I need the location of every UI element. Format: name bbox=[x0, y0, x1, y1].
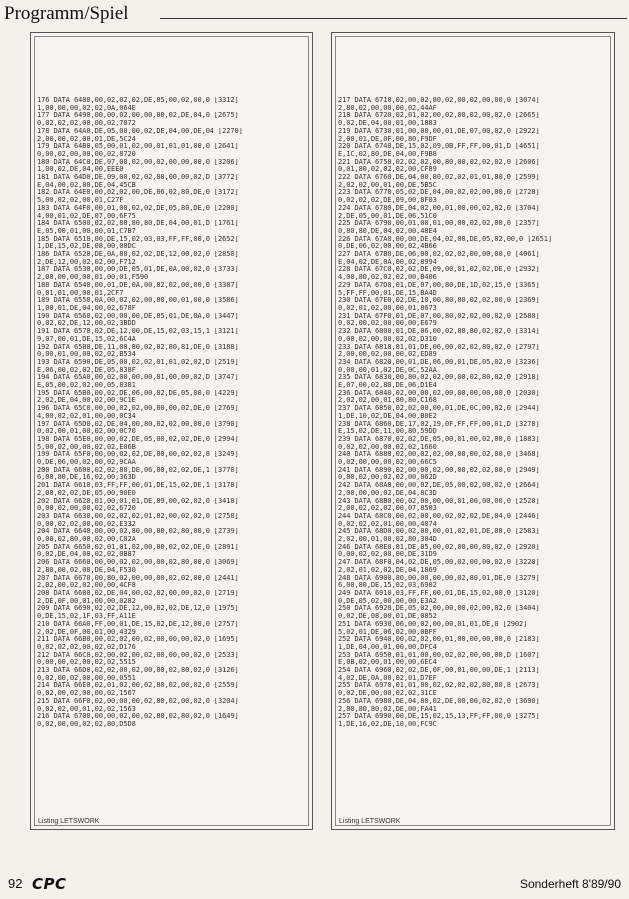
listing-line: 1,DE,10,02,DE,04,00,B0E2 bbox=[338, 412, 437, 420]
listing-line: 2,02,00,01,00,02,80,304D bbox=[338, 536, 437, 544]
listing-line: 216 DATA 6700,00,00,02,00,02,80,02,80,02,0 [1649] bbox=[37, 713, 239, 721]
issue-label: Sonderheft 8'89/90 bbox=[519, 877, 621, 891]
listing-line: 176 DATA 6480,00,02,02,02,DE,05,00,02,00,0 [3312] bbox=[37, 97, 239, 104]
listing-line: 190 DATA 6560,02,00,00,00,DE,05,01,DE,0A,0 [3447] bbox=[37, 312, 239, 320]
listing-line: 5,02,01,DE,06,02,00,0BFF bbox=[338, 628, 437, 636]
listing-line: E,1C,02,80,DE,04,00,F9B8 bbox=[338, 150, 437, 158]
listing-line: 0,02,00,02,00,00,00,0551 bbox=[37, 674, 136, 682]
magazine-logo: CPC bbox=[32, 875, 67, 893]
listing-line: 215 DATA 66F0,02,00,00,00,02,00,02,00,02,0 [3204] bbox=[37, 697, 239, 705]
listing-line: E,15,02,DE,11,00,80,59DD bbox=[338, 428, 437, 436]
listing-line: 2,00,01,DE,0F,00,80,F9DF bbox=[338, 135, 437, 143]
listing-line: 1,00,02,DE,04,00,EEE0 bbox=[37, 166, 124, 174]
listing-line: 237 DATA 6850,02,02,00,00,01,DE,0C,00,02,0 [2944] bbox=[338, 405, 540, 413]
listing-line: 2,02,02,00,01,80,80,C168 bbox=[338, 397, 437, 405]
listing-line: 194 DATA 65A0,00,02,00,00,00,01,00,00,02,D [3747] bbox=[37, 374, 239, 382]
listing-line: 2,00,00,02,00,00,02,ED89 bbox=[338, 351, 437, 359]
listing-line: 0,02,DE,00,00,02,02,31CE bbox=[338, 690, 437, 698]
listing-line: 180 DATA 64C0,DE,07,00,02,00,02,00,00,00,0 [3206] bbox=[37, 158, 239, 166]
listing-line: 248 DATA 6900,80,00,00,00,00,02,80,01,DE,0 [3279] bbox=[338, 574, 540, 582]
listing-line: 196 DATA 65C0,00,00,02,02,00,00,00,02,DE,0 [2769] bbox=[37, 405, 239, 413]
listing-line: 193 DATA 6590,DE,05,00,02,02,01,01,02,02,D [2519] bbox=[37, 358, 239, 366]
listing-caption-right: Listing LETSWORK bbox=[339, 818, 401, 825]
listing-line: 0,02,02,02,DE,09,00,8F03 bbox=[338, 197, 437, 205]
listing-line: 209 DATA 6690,02,02,DE,12,00,02,02,DE,12,0 [1975] bbox=[37, 605, 239, 613]
listing-line: 4,00,02,02,01,00,00,0C34 bbox=[37, 412, 136, 420]
listing-line: 2,00,02,02,DE,05,00,90E0 bbox=[37, 489, 136, 497]
listing-line: 0,01,01,00,00,01,2CF7 bbox=[37, 289, 124, 297]
listing-line: 6,00,80,DE,15,02,03,6902 bbox=[338, 582, 437, 590]
listing-line: 0,02,00,02,00,00,02,1567 bbox=[37, 690, 136, 698]
listing-line: 229 DATA 67D0,01,DE,07,00,80,DE,1D,02,15,0 [3365] bbox=[338, 281, 540, 289]
listing-line: 230 DATA 67E0,02,DE,10,00,80,80,02,02,00,0 [2369] bbox=[338, 297, 540, 305]
listing-caption-left: Listing LETSWORK bbox=[38, 818, 100, 825]
listing-line: 2,00,00,00,02,DE,04,8C3D bbox=[338, 489, 437, 497]
listing-line: 9,07,00,01,DE,15,02,6C4A bbox=[37, 335, 136, 343]
listing-line: 5,00,02,02,00,01,C27F bbox=[37, 197, 124, 205]
listing-line: 0,DE,06,00,02,00,02,9CAA bbox=[37, 459, 136, 467]
listing-line: E,0B,02,00,01,00,00,6EC4 bbox=[338, 659, 437, 667]
listing-line: 0,00,02,80,00,02,00,C02A bbox=[37, 536, 136, 544]
listing-line: 0,00,02,02,00,00,02,E332 bbox=[37, 520, 136, 528]
listing-line: 186 DATA 6520,DE,0A,80,02,02,DE,12,00,02,0 [2850] bbox=[37, 251, 239, 259]
listing-line: 0,02,DE,08,00,01,DE,0852 bbox=[338, 613, 437, 621]
listing-line: 0,00,00,01,02,DE,0C,52AA bbox=[338, 366, 437, 374]
listing-line: E,07,00,02,80,DE,06,D1E4 bbox=[338, 382, 437, 390]
listing-line: 241 DATA 6890,02,00,00,02,00,00,02,02,00,0 [2949] bbox=[338, 466, 540, 474]
listing-line: 2,80,80,80,02,DE,00,FA41 bbox=[338, 705, 437, 713]
listing-line: 178 DATA 64A0,DE,05,00,00,02,DE,04,00,DE,04 [2270] bbox=[37, 127, 243, 135]
listing-line: 5,00,02,00,00,02,02,E06B bbox=[37, 443, 136, 451]
listing-line: 0,DE,06,02,00,00,02,4B66 bbox=[338, 243, 437, 251]
listing-line: 2,00,00,02,00,01,DE,5C24 bbox=[37, 135, 136, 143]
listing-line: 235 DATA 6830,00,80,02,02,00,00,02,80,02,0 [2918] bbox=[338, 374, 540, 382]
listing-line: 233 DATA 6810,01,01,DE,06,00,02,02,80,02,0 [2797] bbox=[338, 343, 540, 351]
listing-line: E,04,02,DE,0A,00,02,8994 bbox=[338, 258, 437, 266]
listing-line: 0,02,DE,04,00,02,02,0B87 bbox=[37, 551, 136, 559]
listing-line: 214 DATA 66E0,02,01,02,00,02,80,02,00,02,0 [2559] bbox=[37, 682, 239, 690]
listing-line: 210 DATA 66A0,FF,00,01,DE,15,02,DE,12,00,0 [2757] bbox=[37, 620, 239, 628]
listing-line: 202 DATA 6620,01,00,01,01,DE,09,00,02,02,0 [3418] bbox=[37, 497, 239, 505]
listing-line: 0,DE,15,02,1F,03,FF,A11E bbox=[37, 613, 136, 621]
listing-line: E,04,00,02,80,DE,04,45CB bbox=[37, 181, 136, 189]
listing-line: 4,02,DE,0A,00,02,01,D7EF bbox=[338, 674, 437, 682]
listing-line: 234 DATA 6820,00,01,DE,06,00,01,DE,05,02,0 [3236] bbox=[338, 358, 540, 366]
listing-line: 236 DATA 6840,02,00,00,02,00,00,00,00,00,0 [2030] bbox=[338, 389, 540, 397]
listing-line: 212 DATA 66C0,02,00,02,00,02,00,00,00,02,0 [2533] bbox=[37, 651, 239, 659]
listing-line: 240 DATA 6880,02,00,02,02,00,00,00,02,00,0 [3468] bbox=[338, 451, 540, 459]
listing-line: 0,02,02,00,00,02,02,1660 bbox=[338, 443, 437, 451]
listing-line: 185 DATA 6510,00,DE,15,02,03,03,FF,FF,00,0 [2652] bbox=[37, 235, 239, 243]
listing-line: 1,DE,15,02,DE,08,00,00DC bbox=[37, 243, 136, 251]
listing-line: 213 DATA 66D0,02,02,00,02,00,00,02,80,02,0 [3126] bbox=[37, 667, 239, 675]
listing-line: 199 DATA 65F0,00,00,02,02,DE,00,00,02,02,8 [3249] bbox=[37, 451, 239, 459]
listing-line: 222 DATA 6760,DE,04,00,80,02,02,01,01,80,0 [2599] bbox=[338, 174, 540, 182]
header-rule bbox=[160, 18, 627, 19]
listing-line: 204 DATA 6640,00,00,02,80,00,00,02,80,00,0 [2739] bbox=[37, 528, 239, 536]
listing-line: 4,00,01,02,DE,07,00,6F75 bbox=[37, 212, 136, 220]
listing-line: 0,02,02,02,00,00,02,7872 bbox=[37, 120, 136, 128]
listing-line: 0,00,02,00,00,02,02,6720 bbox=[37, 505, 136, 513]
listing-line: 201 DATA 6610,03,FF,FF,00,01,DE,15,02,DE,1 [3178] bbox=[37, 482, 239, 490]
listing-line: 198 DATA 65E0,00,00,02,DE,05,00,02,02,DE,0 [2994] bbox=[37, 435, 239, 443]
listing-line: 0,80,02,00,02,02,00,062D bbox=[338, 474, 437, 482]
listing-line: 0,80,80,DE,04,02,00,48E4 bbox=[338, 227, 437, 235]
listing-line: 188 DATA 6540,00,01,DE,0A,00,02,02,00,00,0 [3387] bbox=[37, 281, 239, 289]
listing-line: 206 DATA 6660,00,00,02,02,00,00,02,80,00,0 [3069] bbox=[37, 559, 239, 567]
listing-line: 239 DATA 6870,02,02,DE,05,00,01,00,02,00,0 [1883] bbox=[338, 435, 540, 443]
listing-panel-right bbox=[331, 32, 615, 830]
listing-line: 250 DATA 6920,DE,05,02,00,00,00,02,00,02,0 [3404] bbox=[338, 605, 540, 613]
listing-line: E,05,00,02,02,00,05,8381 bbox=[37, 382, 136, 390]
listing-line: 5,FF,FF,00,01,DE,15,BA4D bbox=[338, 289, 437, 297]
section-title: Programm/Spiel bbox=[4, 3, 129, 24]
listing-line: 0,00,02,00,00,00,02,8720 bbox=[37, 150, 136, 158]
listing-line: 246 DATA 68E0,01,DE,05,00,02,00,00,80,02,0 [2920] bbox=[338, 543, 540, 551]
listing-line: 243 DATA 68B0,00,02,00,00,00,01,00,00,00,0 [2520] bbox=[338, 497, 540, 505]
listing-line: 252 DATA 6940,00,02,02,00,01,00,00,00,00,0 [2183] bbox=[338, 636, 540, 644]
listing-line: E,05,00,01,00,00,01,C7B7 bbox=[37, 227, 136, 235]
listing-line: 256 DATA 6980,DE,04,80,02,DE,00,00,02,02,0 [3690] bbox=[338, 697, 540, 705]
listing-line: 1,DE,16,02,DE,10,00,FC9C bbox=[338, 720, 437, 728]
listing-line: 224 DATA 6780,DE,04,02,00,01,00,00,02,02,0 [3704] bbox=[338, 204, 540, 212]
listing-line: 2,80,00,02,00,DE,04,F530 bbox=[37, 566, 136, 574]
listing-line: 184 DATA 6500,02,02,80,80,80,DE,04,00,01,D [1761] bbox=[37, 220, 239, 228]
listing-line: 2,00,00,00,00,01,00,01,F590 bbox=[37, 274, 149, 282]
listing-line: 2,02,02,00,01,00,DE,5B5C bbox=[338, 181, 437, 189]
listing-line: 0,02,02,02,00,02,02,D176 bbox=[37, 643, 136, 651]
listing-line: 2,DE,12,00,02,02,00,F712 bbox=[37, 258, 136, 266]
listing-line: 231 DATA 67F0,01,DE,07,00,80,02,02,00,02,0 [2580] bbox=[338, 312, 540, 320]
listing-line: E,06,00,02,02,DE,05,838F bbox=[37, 366, 136, 374]
listing-line: 6,00,80,DE,16,02,00,363D bbox=[37, 474, 136, 482]
listing-line: 2,02,DE,04,00,02,00,9C1E bbox=[37, 397, 136, 405]
listing-line: 197 DATA 65D0,02,DE,04,00,80,02,02,00,00,0 [3790] bbox=[37, 420, 239, 428]
listing-line: 0,00,01,00,00,02,02,B534 bbox=[37, 351, 136, 359]
listing-line: 249 DATA 6910,03,FF,FF,00,01,DE,15,02,00,0 [3120] bbox=[338, 590, 540, 597]
listing-line: 182 DATA 64E0,00,02,02,00,DE,06,02,80,DE,0 [3172] bbox=[37, 189, 239, 197]
listing-line: 0,02,01,02,00,00,01,8673 bbox=[338, 304, 437, 312]
listing-line: 195 DATA 65B0,00,02,DE,06,00,02,DE,05,00,0 [4229] bbox=[37, 389, 239, 397]
listing-line: 0,02,02,00,01,02,02,1563 bbox=[37, 705, 136, 713]
listing-line: 225 DATA 6790,00,01,00,01,00,00,02,02,00,0 [2357] bbox=[338, 220, 540, 228]
listing-line: 232 DATA 6800,01,DE,06,00,02,80,80,02,02,0 [3314] bbox=[338, 328, 540, 336]
listing-line: 191 DATA 6570,02,DE,12,00,DE,15,02,03,15,1 [3121] bbox=[37, 328, 239, 336]
listing-line: 203 DATA 6630,00,02,02,02,01,02,00,02,02,0 [2758] bbox=[37, 512, 239, 520]
listing-line: 220 DATA 6740,DE,15,02,09,0B,FF,FF,00,01,D [4651] bbox=[338, 143, 540, 151]
listing-line: 1,00,01,DE,04,00,02,678F bbox=[37, 304, 136, 312]
listing-line: 257 DATA 6990,00,DE,15,02,15,13,FF,FF,00,0 [3275] bbox=[338, 713, 540, 721]
listing-line: 0,00,00,02,00,02,02,5515 bbox=[37, 659, 136, 667]
listing-line: 247 DATA 68F0,04,02,DE,05,00,02,00,00,02,0 [3220] bbox=[338, 559, 540, 567]
listing-line: 0,00,02,00,00,02,02,D310 bbox=[338, 335, 437, 343]
listing-line: 1,00,00,00,02,02,0A,064E bbox=[37, 104, 136, 112]
listing-panel-left bbox=[30, 32, 313, 830]
listing-line: 0,DE,05,02,00,00,00,E3A2 bbox=[338, 597, 437, 605]
listing-line: 2,DE,05,00,01,DE,06,51C0 bbox=[338, 212, 437, 220]
listing-line: 1,DE,04,00,01,00,00,DFC4 bbox=[338, 643, 437, 651]
listing-line: 242 DATA 68A0,00,00,02,DE,05,00,02,00,02,0 [2664] bbox=[338, 482, 540, 490]
listing-line: 192 DATA 6580,DE,11,00,80,02,02,80,81,DE,0 [3188] bbox=[37, 343, 239, 351]
listing-line: 0,02,02,02,01,00,00,4074 bbox=[338, 520, 437, 528]
listing-line: 227 DATA 67B0,DE,06,00,02,02,02,00,00,00,0 [4061] bbox=[338, 251, 540, 259]
listing-line: 0,02,00,01,00,02,00,0C70 bbox=[37, 428, 136, 436]
listing-line: 187 DATA 6530,00,00,DE,05,01,DE,0A,00,02,0 [3733] bbox=[37, 266, 239, 274]
listing-line: 0,00,02,02,00,00,DE,31D9 bbox=[338, 551, 437, 559]
listing-line: 251 DATA 6930,06,00,02,00,00,01,01,DE,0 [2902] bbox=[338, 620, 528, 628]
listing-line: 4,00,80,02,02,02,00,B406 bbox=[338, 274, 437, 282]
listing-line: 254 DATA 6960,02,02,DE,0F,00,01,00,00,DE,1 [2113] bbox=[338, 667, 540, 675]
listing-line: 217 DATA 6710,02,00,02,80,02,00,02,00,00,0 [3074] bbox=[338, 97, 540, 104]
listing-line: 2,00,02,02,02,00,07,8503 bbox=[338, 505, 437, 513]
listing-line: 200 DATA 6600,02,02,80,DE,06,00,02,02,DE,1 [3770] bbox=[37, 466, 239, 474]
listing-line: 177 DATA 6490,00,00,02,00,00,00,02,DE,04,0 [2675] bbox=[37, 112, 239, 120]
listing-line: 223 DATA 6770,05,02,DE,04,00,02,02,00,00,0 [2728] bbox=[338, 189, 540, 197]
listing-line: 0,02,00,00,00,02,00,66C5 bbox=[338, 459, 437, 467]
listing-line: 238 DATA 6860,DE,17,02,19,0F,FF,FF,00,01,D [3278] bbox=[338, 420, 540, 428]
listing-line: 0,02,00,00,02,02,80,D5D8 bbox=[37, 720, 136, 728]
listing-line: 219 DATA 6730,01,00,00,00,01,DE,07,00,02,0 [2922] bbox=[338, 127, 540, 135]
page-number: 92 bbox=[8, 876, 23, 891]
listing-line: 218 DATA 6720,02,01,02,00,02,00,02,00,02,0 [2665] bbox=[338, 112, 540, 120]
listing-line: 228 DATA 67C0,02,02,DE,09,00,01,02,02,DE,0 [2932] bbox=[338, 266, 540, 274]
listing-line: 208 DATA 6680,02,DE,04,00,02,02,00,00,02,0 [2719] bbox=[37, 590, 239, 597]
listing-line: 2,02,DE,0F,00,01,00,4329 bbox=[37, 628, 136, 636]
listing-line: 183 DATA 64F0,00,01,00,02,02,DE,05,80,DE,0 [2200] bbox=[37, 204, 239, 212]
listing-line: 0,02,DE,04,00,01,00,1883 bbox=[338, 120, 437, 128]
listing-line: 179 DATA 64B0,05,00,01,02,00,01,01,01,00,0 [2641] bbox=[37, 143, 239, 151]
listing-line: 226 DATA 67A0,00,00,DE,04,02,00,DE,05,02,00,0 [2651] bbox=[338, 235, 552, 243]
listing-line: 205 DATA 6650,02,01,01,02,00,00,02,02,DE,0 [2891] bbox=[37, 543, 239, 551]
listing-line: 255 DATA 6970,01,01,00,02,02,02,02,80,80,8 [2673] bbox=[338, 682, 540, 690]
listing-line: 253 DATA 6950,01,01,00,00,02,02,00,00,00,D [1607] bbox=[338, 651, 540, 659]
listing-lines-left bbox=[37, 97, 308, 729]
listing-line: 221 DATA 6750,02,02,02,00,80,00,02,02,02,0 [2606] bbox=[338, 158, 540, 166]
listing-line: 2,80,02,00,00,00,02,44AF bbox=[338, 104, 437, 112]
listing-line: 207 DATA 6670,00,80,02,00,00,00,02,02,00,0 [2441] bbox=[37, 574, 239, 582]
listing-line: 2,DE,0F,00,01,00,00,0282 bbox=[37, 597, 136, 605]
listing-line: 0,01,80,02,02,02,00,CF89 bbox=[338, 166, 437, 174]
listing-line: 0,02,02,DE,12,00,02,3BDD bbox=[37, 320, 136, 328]
listing-line: 211 DATA 66B0,00,02,02,00,02,00,00,00,02,0 [1695] bbox=[37, 636, 239, 644]
listing-line: 0,02,00,02,00,00,00,E679 bbox=[338, 320, 437, 328]
listing-line: 245 DATA 68D0,00,02,00,00,01,02,01,DE,08,0 [2583] bbox=[338, 528, 540, 536]
listing-line: 2,02,01,02,02,DE,04,1869 bbox=[338, 566, 437, 574]
listing-line: 189 DATA 6550,0A,00,02,02,00,00,00,01,00,0 [3586] bbox=[37, 297, 239, 305]
listing-line: 2,02,00,02,02,00,00,4CF8 bbox=[37, 582, 136, 590]
listing-line: 244 DATA 68C0,00,02,00,00,02,02,02,DE,04,0 [2446] bbox=[338, 512, 540, 520]
listing-line: 181 DATA 64D0,DE,09,00,02,02,00,00,00,02,D [3772] bbox=[37, 174, 239, 182]
listing-lines-right bbox=[338, 97, 610, 729]
